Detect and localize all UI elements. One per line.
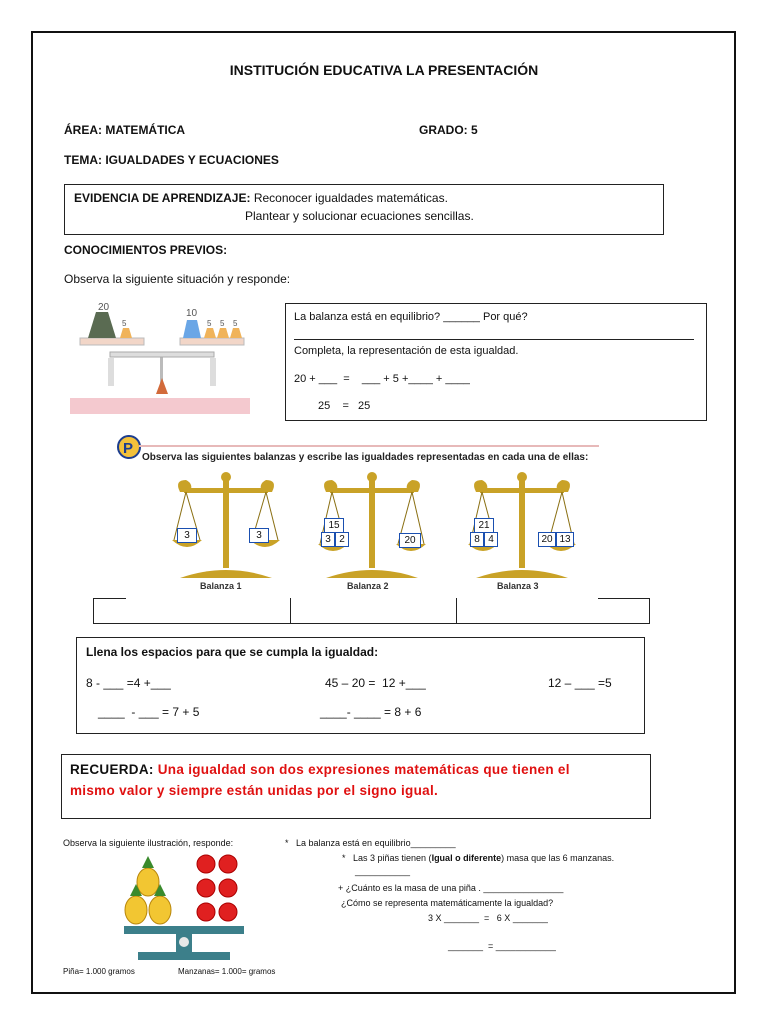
fruit-q3: + ¿Cuánto es la masa de una piña . ________________ (338, 883, 564, 893)
fruit-eq1: 3 X _______ = 6 X _______ (428, 913, 548, 923)
balanza-3-label: Balanza 3 (497, 581, 539, 591)
evidence-line1 (74, 191, 448, 205)
fruit-instruction: Observa la siguiente ilustración, responde: (63, 838, 234, 848)
scales-instruction: Observa las siguientes balanzas y escribe las igualdades representadas en cada una de ellas: (142, 452, 589, 463)
balanza-2-label: Balanza 2 (347, 581, 389, 591)
balanza-1-right-a: 3 (249, 528, 269, 543)
balanza-1-label: Balanza 1 (200, 581, 242, 591)
remember-text2: mismo valor y siempre están unidas por el signo igual. (70, 783, 439, 798)
pina-weight-label: Piña= 1.000 gramos (63, 967, 135, 976)
fruit-q2: * Las 3 piñas tienen (Igual o diferente) masa que las 6 manzanas. (342, 853, 615, 863)
weight-label-5b: 5 (207, 319, 212, 328)
remember-text1: Una igualdad son dos expresiones matemáticas que tienen el (153, 762, 570, 777)
answer-line (294, 339, 694, 340)
fruit-eq2: _______ = ____________ (448, 941, 556, 951)
manzanas-weight-label: Manzanas= 1.000= gramos (178, 967, 276, 976)
weight-label-5c: 5 (220, 319, 225, 328)
remember-label: RECUERDA: (70, 762, 154, 777)
institution-title: INSTITUCIÓN EDUCATIVA LA PRESENTACIÓN (229, 62, 539, 78)
balanza-1-left-a: 3 (177, 528, 197, 543)
fruit-q2-blank: ___________ (355, 866, 411, 876)
fill-eq5: ____- ____ = 8 + 6 (320, 705, 422, 719)
prior-instruction: Observa la siguiente situación y responde: (64, 272, 291, 286)
balanza-2-left-b: 2 (335, 532, 349, 547)
evidence-text2: Plantear y solucionar ecuaciones sencillas. (245, 209, 474, 223)
balanza-2-left-a: 3 (321, 532, 335, 547)
p-badge: P (123, 440, 134, 457)
prior-title: CONOCIMIENTOS PREVIOS: (64, 243, 228, 257)
weight-label-5d: 5 (233, 319, 238, 328)
evidence-text1: Reconocer igualdades matemáticas. (253, 191, 448, 205)
balance-eq1: 20 + ___ = ___ + 5 +____ + ____ (294, 373, 470, 385)
scales-answer-box[interactable] (93, 598, 650, 624)
balanza-3-right-b: 13 (556, 532, 574, 547)
balanza-2-right-a: 20 (399, 533, 421, 548)
fill-title: Llena los espacios para que se cumpla la igualdad: (86, 645, 379, 659)
balanza-3-left-a: 8 (470, 532, 484, 547)
fill-eq2: 45 – 20 = 12 +___ (325, 676, 426, 690)
weight-label-10: 10 (186, 308, 198, 319)
balanza-1-illustration (170, 470, 282, 582)
fruit-q4: ¿Cómo se representa matemáticamente la igualdad? (341, 898, 554, 908)
weight-label-20: 20 (98, 302, 110, 313)
weight-label-5a: 5 (122, 319, 127, 328)
remember-line1 (70, 762, 570, 777)
fruit-scale-illustration (118, 850, 250, 968)
fruit-q1: * La balanza está en equilibrio_________ (285, 838, 456, 848)
evidence-label: EVIDENCIA DE APRENDIZAJE: (74, 191, 251, 205)
topic-label: TEMA: IGUALDADES Y ECUACIONES (64, 153, 279, 167)
fill-eq3: 12 – ___ =5 (548, 676, 612, 690)
balance-eq2: 25 = 25 (318, 400, 371, 412)
balanza-3-right-a: 20 (538, 532, 556, 547)
grade-label: GRADO: 5 (419, 123, 478, 137)
weight-balance-illustration (68, 298, 252, 420)
area-label: ÁREA: MATEMÁTICA (64, 123, 186, 137)
balance-q1: La balanza está en equilibrio? ______ Por qué? (294, 311, 528, 323)
balanza-2-left-top: 15 (324, 518, 344, 533)
balanza-3-left-top: 21 (474, 518, 494, 533)
balance-q2: Completa, la representación de esta igualdad. (294, 345, 519, 357)
fill-eq4: ____ - ___ = 7 + 5 (98, 705, 200, 719)
balanza-3-left-b: 4 (484, 532, 498, 547)
fill-eq1: 8 - ___ =4 +___ (86, 676, 171, 690)
